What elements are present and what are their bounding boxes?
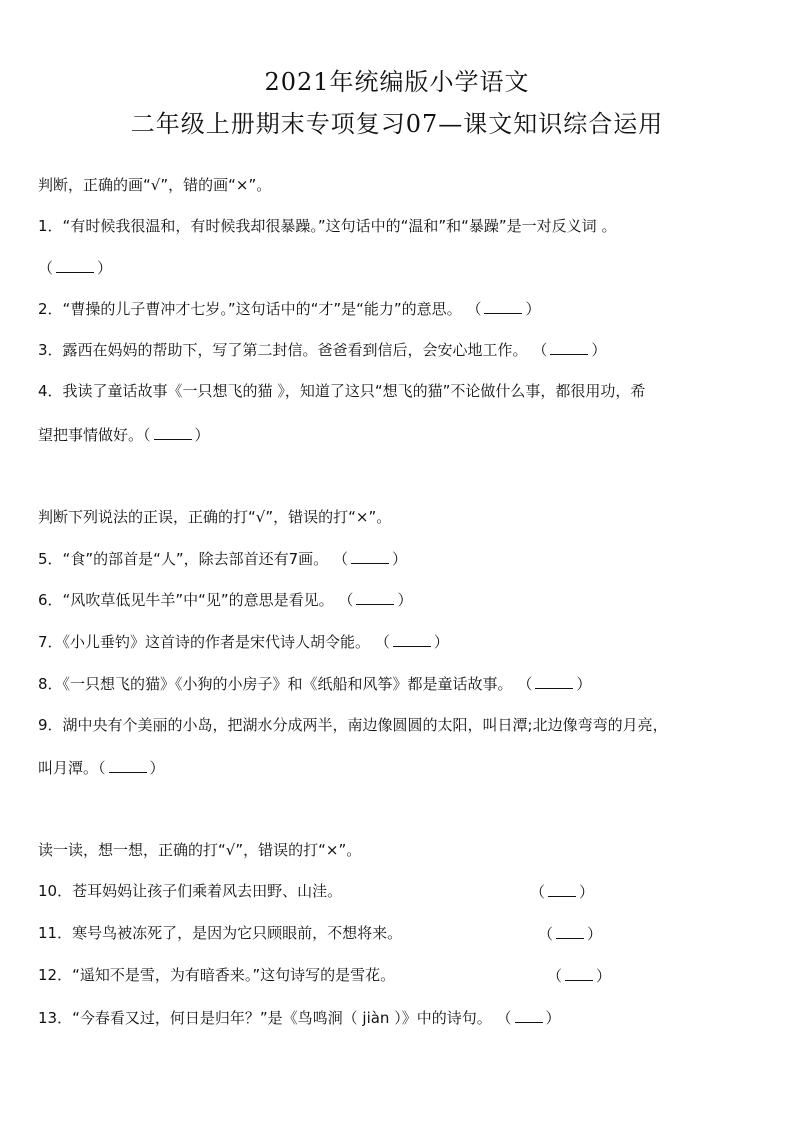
question-text: “食”的部首是“人”，除去部首还有7画。 [62, 550, 329, 568]
answer-blank[interactable] [556, 924, 584, 939]
question-text: “风吹草低见牛羊”中“见”的意思是看见。 [62, 591, 334, 609]
question-number: 11． [38, 924, 73, 942]
question-4-continuation [38, 425, 768, 444]
paren-open: （ [143, 426, 151, 444]
paren-close: ） [591, 341, 607, 359]
question-13 [38, 1008, 768, 1027]
answer-bracket [538, 924, 602, 943]
question-number: 10． [38, 882, 73, 900]
question-2 [38, 299, 768, 318]
question-7 [38, 632, 768, 651]
answer-blank[interactable] [515, 1008, 543, 1023]
answer-bracket [530, 882, 594, 901]
paren-close: ） [149, 759, 165, 777]
question-text: 露西在妈妈的帮助下，写了第二封信。爸爸看到信后，会安心地工作。 [62, 341, 528, 359]
answer-blank[interactable] [393, 632, 431, 647]
question-text: 寒号鸟被冻死了，是因为它只顾眼前，不想将来。 [72, 924, 403, 942]
question-3 [38, 340, 768, 359]
paren-close: ） [576, 675, 592, 693]
question-number: 4． [38, 382, 63, 400]
paren-open: （ [38, 259, 54, 277]
paren-open: （ [98, 759, 106, 777]
question-number: 6． [38, 591, 63, 609]
question-number: 7． [38, 633, 63, 651]
question-text-continued: 望把事情做好。 [38, 426, 144, 444]
question-number: 8． [38, 675, 63, 693]
question-number: 1． [38, 217, 63, 235]
question-10 [38, 882, 768, 900]
question-1-answer-line [38, 258, 768, 277]
paren-open: （ [532, 341, 548, 359]
question-4 [38, 382, 768, 400]
answer-blank[interactable] [351, 549, 389, 564]
question-text: “遥知不是雪，为有暗香来。”这句诗写的是雪花。 [72, 966, 396, 984]
document-title-line2: 二年级上册期末专项复习07—课文知识综合运用 [130, 110, 664, 138]
paren-close: ） [433, 633, 449, 651]
answer-blank[interactable] [484, 299, 522, 314]
answer-blank[interactable] [56, 258, 94, 273]
paren-open: （ [374, 633, 390, 651]
question-text-continued: 叫月潭。 [38, 759, 99, 777]
paren-close: ） [545, 1009, 561, 1027]
paren-open: （ [466, 300, 482, 318]
paren-open: （ [332, 550, 348, 568]
question-text: 《一只想飞的猫》《小狗的小房子》和《纸船和风筝》都是童话故事。 [62, 675, 513, 693]
question-text: “今春看又过，何日是归年？”是《鸟鸣涧（ jiàn ）》中的诗句。 [72, 1009, 492, 1027]
answer-blank[interactable] [154, 425, 192, 440]
paren-close: ） [391, 550, 407, 568]
question-9 [38, 716, 762, 734]
paren-open: （ [517, 675, 533, 693]
answer-blank[interactable] [565, 966, 593, 981]
paren-close: ） [587, 925, 603, 943]
question-9-continuation [38, 758, 768, 777]
section-3-instruction: 读一读，想一想，正确的打“√”，错误的打“×”。 [38, 841, 362, 859]
question-5 [38, 549, 768, 568]
question-text: 我读了童话故事《一只想飞的猫 》，知道了这只“想飞的猫”不论做什么事，都很用功，希 [62, 382, 646, 400]
paren-open: （ [338, 591, 354, 609]
question-number: 5． [38, 550, 63, 568]
paren-close: ） [97, 259, 113, 277]
document-title-line1: 2021年统编版小学语文 [264, 68, 530, 96]
question-8 [38, 674, 768, 693]
paren-close: ） [596, 967, 612, 985]
section-1-instruction: 判断，正确的画“√”，错的画“×”。 [38, 176, 272, 194]
section-2-instruction: 判断下列说法的正误，正确的打“√”，错误的打“×”。 [38, 508, 392, 526]
question-12 [38, 966, 768, 984]
paren-open: （ [538, 925, 554, 943]
question-text: “曹操的儿子曹冲才七岁。”这句话中的“才”是“能力”的意思。 [62, 300, 462, 318]
paren-open: （ [530, 883, 546, 901]
paren-close: ） [525, 300, 541, 318]
question-1 [38, 217, 768, 235]
question-text: 湖中央有个美丽的小岛，把湖水分成两半，南边像圆圆的太阳，叫日潭;北边像弯弯的月亮， [62, 716, 668, 734]
question-text: 《小儿垂钓》这首诗的作者是宋代诗人胡令能。 [62, 633, 371, 651]
question-number: 9． [38, 716, 63, 734]
question-number: 3． [38, 341, 63, 359]
question-11 [38, 924, 768, 942]
paren-open: （ [496, 1009, 512, 1027]
question-number: 13． [38, 1009, 73, 1027]
answer-bracket [547, 966, 611, 985]
answer-blank[interactable] [356, 590, 394, 605]
question-6 [38, 590, 768, 609]
paren-close: ） [194, 426, 210, 444]
paren-close: ） [397, 591, 413, 609]
question-number: 12． [38, 966, 73, 984]
answer-blank[interactable] [548, 882, 576, 897]
paren-open: （ [547, 967, 563, 985]
question-number: 2． [38, 300, 63, 318]
answer-blank[interactable] [109, 758, 147, 773]
paren-close: ） [579, 883, 595, 901]
answer-blank[interactable] [535, 674, 573, 689]
question-text: 苍耳妈妈让孩子们乘着风去田野、山洼。 [72, 882, 343, 900]
question-text: “有时候我很温和，有时候我却很暴躁。”这句话中的“温和”和“暴躁”是一对反义词 。 [62, 217, 617, 235]
answer-blank[interactable] [550, 340, 588, 355]
